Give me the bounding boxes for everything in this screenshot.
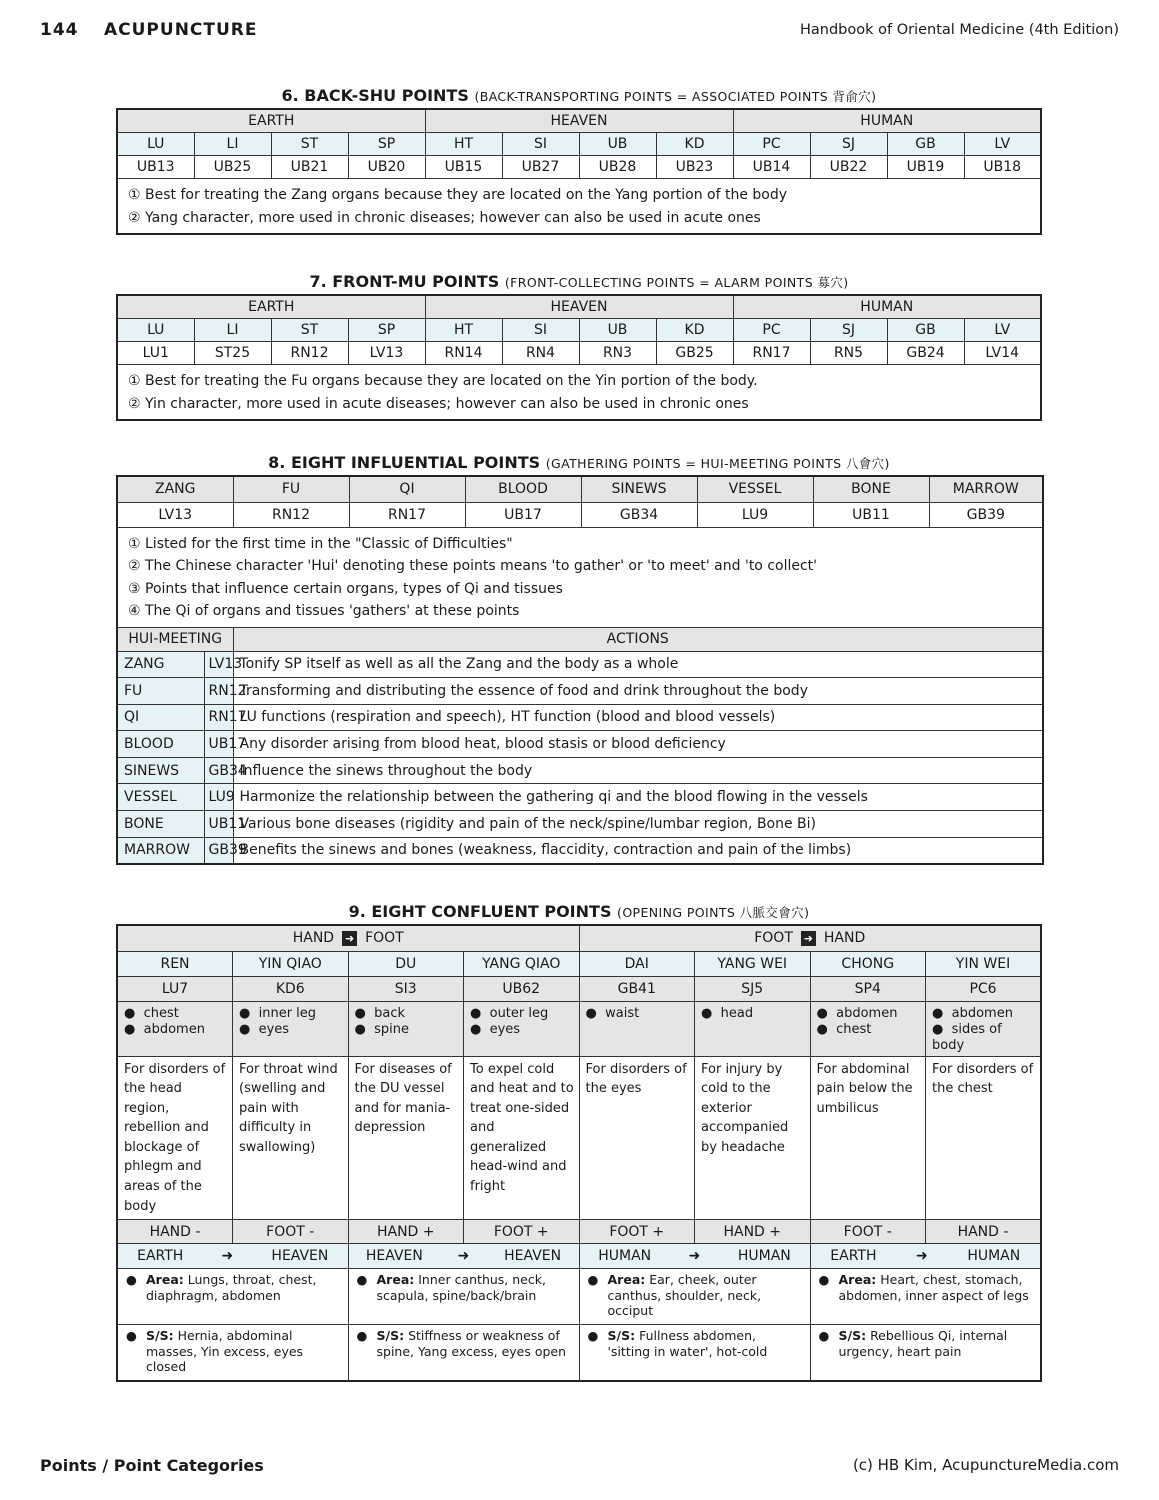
pair-ss-cell (810, 1325, 1041, 1381)
back-shu-notes (117, 179, 1041, 235)
influential-heading: 8. EIGHT INFLUENTIAL POINTS (268, 453, 541, 472)
pair-value: Hernia, abdominal masses, Yin excess, eyes closed (146, 1328, 304, 1375)
group-heaven: HEAVEN (425, 109, 733, 133)
pair-to: HUMAN (967, 1248, 1021, 1265)
meridian-cell: GB (887, 319, 964, 342)
vessel-cell: REN (117, 951, 233, 976)
pair-to: HUMAN (737, 1248, 791, 1265)
pair-row (580, 1248, 810, 1264)
note-line: ② The Chinese character 'Hui' denoting these points means 'to gather' or 'to meet' and 'to collect' (128, 558, 818, 574)
description-cell: For abdominal pain below the umbilicus (810, 1056, 926, 1220)
bullet-item (701, 1006, 806, 1022)
note-line: ② Yang character, more used in chronic diseases; however can also be used in acute ones (128, 209, 761, 226)
point-cell: UB25 (194, 156, 271, 179)
bullet-text: abdomen (143, 1021, 205, 1037)
vessel-cell: DU (348, 951, 464, 976)
footer-copyright: (c) HB Kim, AcupunctureMedia.com (852, 1456, 1119, 1474)
point-cell: ST25 (194, 342, 271, 365)
bullet-text: head (720, 1005, 754, 1021)
influential-notes (117, 527, 1043, 627)
point-cell: UB21 (271, 156, 348, 179)
pair-cell (579, 1244, 810, 1269)
vessel-cell: CHONG (810, 951, 926, 976)
page-footer (40, 1456, 1119, 1478)
point-cell: UB14 (733, 156, 810, 179)
influential-point-cell: UB17 (465, 502, 581, 527)
bullet-text: abdomen (951, 1005, 1013, 1021)
area-bullets-cell (695, 1001, 811, 1056)
pair-text (377, 1328, 571, 1359)
bullet-icon: ● (816, 1021, 837, 1037)
action-cell: Influence the sinews throughout the body (233, 757, 1043, 784)
bullet-item (817, 1006, 922, 1022)
pair-from: HUMAN (598, 1248, 652, 1265)
bullet-icon: ● (356, 1272, 368, 1288)
influential-point-cell: GB39 (929, 502, 1043, 527)
description-cell: To expel cold and heat and to treat one-sided and generalized head-wind and fright (464, 1056, 580, 1220)
bullet-text: back (374, 1005, 406, 1021)
pair-text (146, 1272, 340, 1303)
hui-point-cell: RN17 (204, 704, 233, 731)
bullet-icon: ● (356, 1328, 368, 1344)
pair-from: EARTH (830, 1248, 877, 1265)
pair-cell (117, 1244, 348, 1269)
front-mu-heading: 7. FRONT-MU POINTS (309, 272, 500, 291)
bullet-icon: ● (701, 1005, 721, 1021)
hui-point-cell: LU9 (204, 784, 233, 811)
meridian-cell: HT (425, 319, 502, 342)
pair-value: Fullness abdomen, 'sitting in water', hot-cold (607, 1328, 768, 1359)
back-shu-title (116, 86, 1042, 105)
bullet-icon: ● (124, 1005, 144, 1021)
right-arrow-icon: ➜ (916, 1248, 928, 1265)
area-bullets-cell (579, 1001, 695, 1056)
pair-label: S/S: (376, 1328, 405, 1344)
bullet-item (124, 1022, 228, 1038)
group-earth: EARTH (117, 295, 425, 319)
bullet-icon: ● (818, 1272, 830, 1288)
area-bullets-cell (926, 1001, 1042, 1056)
point-cell: UB22 (810, 156, 887, 179)
meridian-cell: SJ (810, 319, 887, 342)
page-number: 144 (40, 20, 79, 40)
pair-label: Area: (376, 1272, 415, 1288)
pair-area-cell (810, 1269, 1041, 1325)
description-cell: For disorders of the chest (926, 1056, 1042, 1220)
point-cell: UB13 (117, 156, 194, 179)
meridian-cell: LI (194, 319, 271, 342)
influential-subtitle: (GATHERING POINTS = HUI-MEETING POINTS 八會穴) (545, 456, 890, 471)
bullet-text: abdomen (836, 1005, 898, 1021)
bullet-icon: ● (239, 1021, 259, 1037)
confluent-point-cell: SP4 (810, 976, 926, 1001)
table-row (117, 731, 1043, 758)
polarity-cell: FOOT + (579, 1220, 695, 1244)
table-row (117, 651, 1043, 678)
pair-text (377, 1272, 571, 1303)
footer-category: Points / Point Categories (40, 1456, 264, 1475)
confluent-point-cell: PC6 (926, 976, 1042, 1001)
note-line: ① Best for treating the Fu organs because they are located on the Yin portion of the body. (128, 373, 758, 389)
description-cell: For diseases of the DU vessel and for mania-depression (348, 1056, 464, 1220)
pair-cell (348, 1244, 579, 1269)
half-to-label: FOOT (365, 930, 404, 947)
bullet-item (470, 1022, 575, 1038)
bullet-icon: ● (587, 1272, 599, 1288)
pair-to: HEAVEN (271, 1248, 329, 1265)
meridian-cell: LI (194, 133, 271, 156)
hui-point-cell: GB39 (204, 837, 233, 864)
meridian-cell: PC (733, 319, 810, 342)
influential-header-cell: SINEWS (581, 476, 697, 502)
meridian-cell: SI (502, 319, 579, 342)
point-cell: UB23 (656, 156, 733, 179)
meridian-cell: ST (271, 133, 348, 156)
point-cell: LV13 (348, 342, 425, 365)
bullet-icon: ● (816, 1005, 837, 1021)
group-human: HUMAN (733, 295, 1041, 319)
polarity-cell: HAND - (117, 1220, 233, 1244)
hui-point-cell: RN12 (204, 678, 233, 705)
meridian-cell: LV (964, 319, 1041, 342)
confluent-point-cell: KD6 (233, 976, 349, 1001)
page-header (40, 20, 1119, 44)
pair-text (146, 1328, 340, 1375)
table-row (117, 811, 1043, 838)
bullet-text: chest (836, 1021, 872, 1037)
action-cell: Benefits the sinews and bones (weakness, flaccidity, contraction and pain of the limbs) (233, 837, 1043, 864)
point-cell: RN5 (810, 342, 887, 365)
point-cell: RN17 (733, 342, 810, 365)
pair-value: Inner canthus, neck, scapula, spine/back/brain (376, 1272, 546, 1303)
pair-to: HEAVEN (504, 1248, 562, 1265)
pair-ss-cell (117, 1325, 348, 1381)
front-mu-notes (117, 365, 1041, 421)
hand-to-foot-header (117, 925, 579, 951)
confluent-title (116, 902, 1042, 921)
influential-header-cell: QI (349, 476, 465, 502)
point-cell: UB27 (502, 156, 579, 179)
influential-point-cell: LU9 (697, 502, 813, 527)
hui-name-cell: SINEWS (117, 757, 204, 784)
vessel-cell: YANG WEI (695, 951, 811, 976)
pair-value: Lungs, throat, chest, diaphragm, abdomen (146, 1272, 317, 1303)
area-bullets-cell (810, 1001, 926, 1056)
point-cell: GB25 (656, 342, 733, 365)
note-line: ① Best for treating the Zang organs because they are located on the Yang portion of the body (128, 187, 788, 203)
meridian-cell: KD (656, 319, 733, 342)
table-row (117, 837, 1043, 864)
point-cell: UB15 (425, 156, 502, 179)
point-cell: GB24 (887, 342, 964, 365)
hui-point-cell: UB11 (204, 811, 233, 838)
bullet-icon: ● (470, 1005, 490, 1021)
front-mu-subtitle: (FRONT-COLLECTING POINTS = ALARM POINTS 募穴) (504, 275, 849, 290)
bullet-text: sides of body (932, 1021, 1002, 1053)
pair-text (839, 1272, 1033, 1303)
pair-ss-cell (348, 1325, 579, 1381)
pair-area-cell (348, 1269, 579, 1325)
meridian-cell: SP (348, 133, 425, 156)
influential-header-cell: FU (233, 476, 349, 502)
bullet-item (124, 1006, 228, 1022)
right-arrow-icon: ➜ (688, 1248, 701, 1265)
influential-point-cell: UB11 (813, 502, 929, 527)
pair-label: S/S: (838, 1328, 867, 1344)
note-line: ② Yin character, more used in acute diseases; however can also be used in chronic ones (128, 395, 749, 412)
confluent-point-cell: SJ5 (695, 976, 811, 1001)
pair-area-cell (117, 1269, 348, 1325)
right-arrow-icon: ➜ (342, 931, 357, 946)
table-row (117, 704, 1043, 731)
half-to-label: HAND (823, 930, 866, 947)
pair-label: Area: (146, 1272, 184, 1288)
group-heaven: HEAVEN (425, 295, 733, 319)
polarity-cell: HAND - (926, 1220, 1042, 1244)
pair-row (349, 1248, 579, 1264)
bullet-text: inner leg (258, 1005, 317, 1021)
bullet-icon: ● (124, 1021, 144, 1037)
right-arrow-icon: ➜ (801, 931, 816, 946)
action-cell: LU functions (respiration and speech), HT function (blood and blood vessels) (233, 704, 1043, 731)
influential-point-cell: RN12 (233, 502, 349, 527)
hui-name-cell: QI (117, 704, 204, 731)
point-cell: UB20 (348, 156, 425, 179)
bullet-item (932, 1022, 1036, 1054)
influential-header-cell: VESSEL (697, 476, 813, 502)
right-arrow-icon: ➜ (457, 1248, 470, 1265)
pair-value: Ear, cheek, outer canthus, shoulder, neck, occiput (607, 1272, 762, 1319)
meridian-cell: ST (271, 319, 348, 342)
table-row (117, 757, 1043, 784)
point-cell: UB19 (887, 156, 964, 179)
hui-name-cell: MARROW (117, 837, 204, 864)
hui-point-cell: GB34 (204, 757, 233, 784)
point-cell: RN4 (502, 342, 579, 365)
vessel-cell: YIN WEI (926, 951, 1042, 976)
bullet-icon: ● (470, 1021, 490, 1037)
pair-text (839, 1328, 1033, 1359)
pair-text (608, 1328, 802, 1359)
hui-name-cell: VESSEL (117, 784, 204, 811)
pair-label: S/S: (607, 1328, 636, 1344)
meridian-cell: KD (656, 133, 733, 156)
point-cell: RN14 (425, 342, 502, 365)
polarity-cell: FOOT + (464, 1220, 580, 1244)
bullet-item (586, 1006, 691, 1022)
influential-point-cell: RN17 (349, 502, 465, 527)
confluent-subtitle: (OPENING POINTS 八脈交會穴) (617, 905, 810, 920)
hui-meeting-header: HUI-MEETING (117, 627, 233, 651)
hui-point-cell: UB17 (204, 731, 233, 758)
meridian-cell: SJ (810, 133, 887, 156)
hui-name-cell: BONE (117, 811, 204, 838)
action-cell: Various bone diseases (rigidity and pain of the neck/spine/lumbar region, Bone Bi) (233, 811, 1043, 838)
bullet-icon: ● (126, 1272, 137, 1288)
bullet-icon: ● (239, 1005, 259, 1021)
bullet-item (239, 1006, 344, 1022)
meridian-cell: LV (964, 133, 1041, 156)
section-title: ACUPUNCTURE (104, 20, 258, 40)
note-line: ③ Points that influence certain organs, types of Qi and tissues (128, 580, 563, 597)
confluent-point-cell: GB41 (579, 976, 695, 1001)
influential-header-cell: ZANG (117, 476, 233, 502)
pair-from: HEAVEN (365, 1248, 423, 1265)
point-cell: RN12 (271, 342, 348, 365)
polarity-cell: HAND + (695, 1220, 811, 1244)
meridian-cell: SI (502, 133, 579, 156)
bullet-item (470, 1006, 575, 1022)
description-cell: For injury by cold to the exterior accompanied by headache (695, 1056, 811, 1220)
bullet-icon: ● (585, 1005, 606, 1021)
bullet-item (239, 1022, 344, 1038)
pair-area-cell (579, 1269, 810, 1325)
bullet-item (817, 1022, 922, 1038)
description-cell: For disorders of the head region, rebellion and blockage of phlegm and areas of the body (117, 1056, 233, 1220)
influential-header-cell: BONE (813, 476, 929, 502)
meridian-cell: HT (425, 133, 502, 156)
table-row (117, 784, 1043, 811)
table-row (117, 678, 1043, 705)
bullet-text: chest (143, 1005, 179, 1021)
point-cell: UB18 (964, 156, 1041, 179)
half-from-label: HAND (292, 930, 335, 947)
action-cell: Transforming and distributing the essence of food and drink throughout the body (233, 678, 1043, 705)
pair-label: Area: (607, 1272, 646, 1288)
back-shu-heading: 6. BACK-SHU POINTS (281, 86, 469, 105)
influential-point-cell: LV13 (117, 502, 233, 527)
point-cell: LU1 (117, 342, 194, 365)
pair-from: EARTH (137, 1248, 184, 1265)
action-cell: Tonify SP itself as well as all the Zang and the body as a whole (233, 651, 1043, 678)
pair-text (608, 1272, 802, 1319)
hui-point-cell: LV13 (204, 651, 233, 678)
influential-title (116, 453, 1042, 472)
meridian-cell: GB (887, 133, 964, 156)
description-cell: For throat wind (swelling and pain with difficulty in swallowing) (233, 1056, 349, 1220)
bullet-text: outer leg (489, 1005, 549, 1021)
right-arrow-icon: ➜ (221, 1248, 234, 1265)
point-cell: LV14 (964, 342, 1041, 365)
hui-name-cell: BLOOD (117, 731, 204, 758)
note-line: ④ The Qi of organs and tissues 'gathers' at these points (128, 603, 520, 619)
area-bullets-cell (348, 1001, 464, 1056)
front-mu-title (116, 272, 1042, 291)
pair-value: Heart, chest, stomach, abdomen, inner aspect of legs (838, 1272, 1029, 1303)
bullet-text: eyes (489, 1021, 521, 1037)
bullet-icon: ● (932, 1021, 952, 1037)
influential-point-cell: GB34 (581, 502, 697, 527)
pair-value: Rebellious Qi, internal urgency, heart pain (838, 1328, 1008, 1359)
bullet-icon: ● (587, 1328, 599, 1344)
influential-header-cell: BLOOD (465, 476, 581, 502)
bullet-text: spine (374, 1021, 409, 1037)
vessel-cell: DAI (579, 951, 695, 976)
vessel-cell: YIN QIAO (233, 951, 349, 976)
vessel-cell: YANG QIAO (464, 951, 580, 976)
meridian-cell: SP (348, 319, 425, 342)
book-title: Handbook of Oriental Medicine (4th Edition) (799, 22, 1119, 38)
actions-header: ACTIONS (233, 627, 1043, 651)
pair-label: S/S: (146, 1328, 174, 1344)
back-shu-table (116, 108, 1042, 235)
back-shu-subtitle: (BACK-TRANSPORTING POINTS = ASSOCIATED POINTS 背俞穴) (474, 89, 877, 104)
front-mu-table (116, 294, 1042, 421)
pair-label: Area: (838, 1272, 877, 1288)
pair-ss-cell (579, 1325, 810, 1381)
bullet-icon: ● (818, 1328, 830, 1344)
confluent-heading: 9. EIGHT CONFLUENT POINTS (348, 902, 612, 921)
action-cell: Harmonize the relationship between the gathering qi and the blood flowing in the vessels (233, 784, 1043, 811)
action-cell: Any disorder arising from blood heat, blood stasis or blood deficiency (233, 731, 1043, 758)
influential-table (116, 475, 1044, 865)
bullet-text: waist (605, 1005, 640, 1021)
bullet-item (355, 1022, 460, 1038)
bullet-icon: ● (354, 1005, 375, 1021)
confluent-point-cell: LU7 (117, 976, 233, 1001)
meridian-cell: UB (579, 133, 656, 156)
bullet-icon: ● (932, 1005, 952, 1021)
point-cell: UB28 (579, 156, 656, 179)
bullet-icon: ● (126, 1328, 137, 1344)
pair-value: Stiffness or weakness of spine, Yang excess, eyes open (376, 1328, 567, 1359)
area-bullets-cell (117, 1001, 233, 1056)
point-cell: RN3 (579, 342, 656, 365)
polarity-cell: FOOT - (810, 1220, 926, 1244)
polarity-cell: HAND + (348, 1220, 464, 1244)
group-human: HUMAN (733, 109, 1041, 133)
half-from-label: FOOT (754, 930, 793, 947)
confluent-table (116, 924, 1042, 1382)
bullet-text: eyes (258, 1021, 290, 1037)
influential-header-cell: MARROW (929, 476, 1043, 502)
foot-to-hand-header (579, 925, 1041, 951)
bullet-icon: ● (354, 1021, 375, 1037)
area-bullets-cell (464, 1001, 580, 1056)
area-bullets-cell (233, 1001, 349, 1056)
meridian-cell: PC (733, 133, 810, 156)
hui-name-cell: FU (117, 678, 204, 705)
pair-row (118, 1248, 348, 1264)
bullet-item (932, 1006, 1036, 1022)
meridian-cell: LU (117, 319, 194, 342)
meridian-cell: UB (579, 319, 656, 342)
note-line: ① Listed for the first time in the "Classic of Difficulties" (128, 535, 513, 552)
confluent-point-cell: UB62 (464, 976, 580, 1001)
pair-row (811, 1248, 1041, 1264)
polarity-cell: FOOT - (233, 1220, 349, 1244)
meridian-cell: LU (117, 133, 194, 156)
hui-name-cell: ZANG (117, 651, 204, 678)
bullet-item (355, 1006, 460, 1022)
confluent-point-cell: SI3 (348, 976, 464, 1001)
group-earth: EARTH (117, 109, 425, 133)
pair-cell (810, 1244, 1041, 1269)
description-cell: For disorders of the eyes (579, 1056, 695, 1220)
